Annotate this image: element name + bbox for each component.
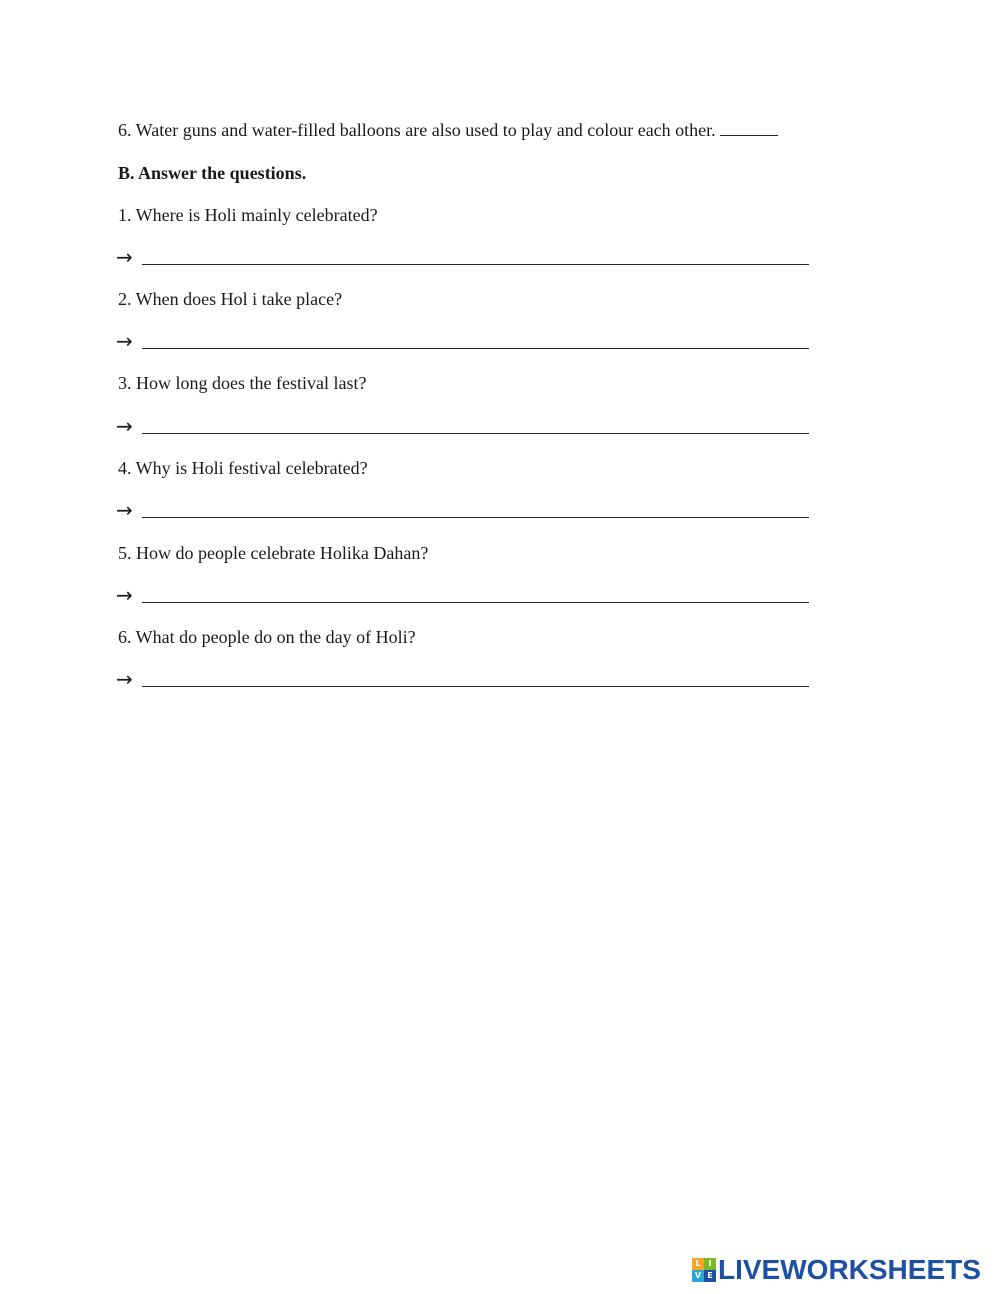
arrow-icon: → [116,583,133,607]
logo-mark-i: I [704,1258,716,1270]
exercise-a-item-6-blank[interactable] [720,118,778,136]
answer-line-2[interactable] [142,348,809,349]
answer-line-6[interactable] [142,686,809,687]
exercise-b-heading: B. Answer the questions. [118,163,307,183]
question-5: 5. How do people celebrate Holika Dahan? [118,543,429,563]
answer-line-1[interactable] [142,264,809,265]
question-6: 6. What do people do on the day of Holi? [118,627,416,647]
exercise-a-item-6-text: 6. Water guns and water-filled balloons are also used to play and colour each other. [118,120,716,140]
answer-line-4[interactable] [142,517,809,518]
answer-line-3[interactable] [142,433,809,434]
answer-row-6 [116,667,816,691]
liveworksheets-logo-icon [692,1258,716,1282]
question-2: 2. When does Hol i take place? [118,289,343,309]
answer-row-5 [116,583,816,607]
arrow-icon: → [116,329,133,353]
answer-row-3 [116,414,816,438]
logo-mark-e: E [704,1270,716,1282]
arrow-icon: → [116,498,133,522]
logo-mark-v: V [692,1270,704,1282]
answer-row-2 [116,329,816,353]
answer-row-1 [116,245,816,269]
logo-text: LIVEWORKSHEETS [718,1254,981,1285]
logo-mark-l: L [692,1258,704,1270]
question-3: 3. How long does the festival last? [118,373,367,393]
arrow-icon: → [116,667,133,691]
liveworksheets-logo [692,1256,981,1284]
answer-row-4 [116,498,816,522]
exercise-a-item-6 [118,118,778,142]
arrow-icon: → [116,245,133,269]
arrow-icon: → [116,414,133,438]
answer-line-5[interactable] [142,602,809,603]
question-4: 4. Why is Holi festival celebrated? [118,458,368,478]
question-1: 1. Where is Holi mainly celebrated? [118,205,378,225]
